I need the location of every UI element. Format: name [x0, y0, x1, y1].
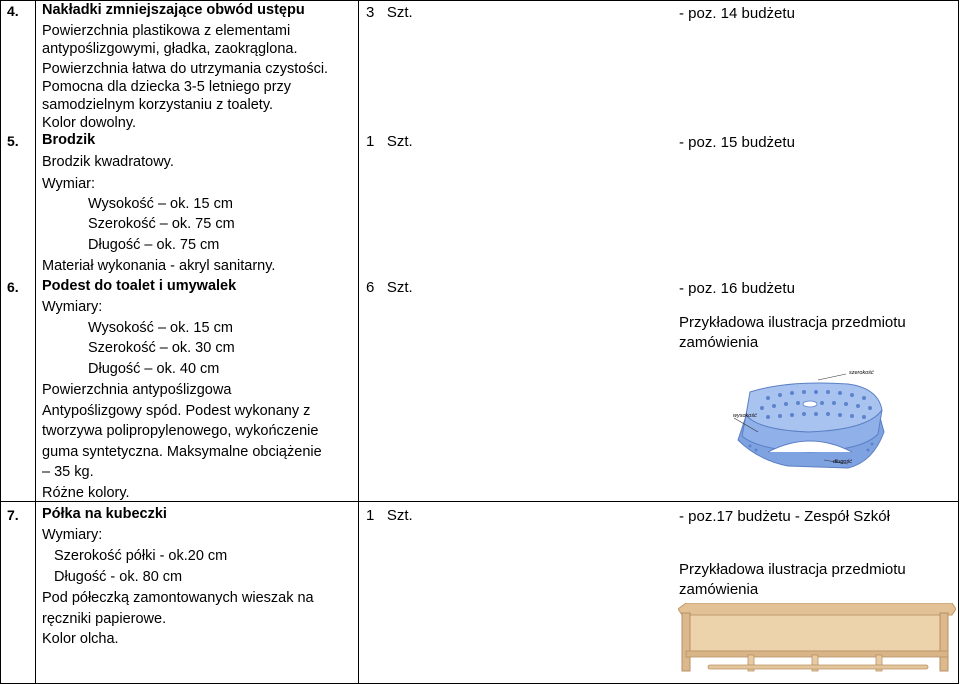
item-description-line: Różne kolory. [42, 485, 130, 501]
step-stool-illustration [728, 370, 898, 476]
item-description-line: Powierzchnia plastikowa z elementami [42, 23, 291, 39]
shelf-illustration [678, 603, 956, 681]
item-description-line: Powierzchnia łatwa do utrzymania czystości. [42, 61, 329, 77]
item-number: 7. [7, 507, 19, 523]
item-description-line: Długość – ok. 75 cm [88, 237, 220, 253]
budget-position: - poz.17 budżetu - Zespół Szkół [679, 508, 890, 525]
item-description-line: Brodzik kwadratowy. [42, 154, 174, 170]
column-divider [35, 0, 36, 684]
item-quantity: 3 Szt. [366, 4, 413, 21]
item-description-line: ręczniki papierowe. [42, 611, 167, 627]
item-description-line: guma syntetyczna. Maksymalne obciążenie [42, 444, 322, 460]
item-description-line: Powierzchnia antypoślizgowa [42, 382, 232, 398]
dimension-label: szerokość [849, 370, 874, 376]
item-description-line: Szerokość – ok. 30 cm [88, 340, 235, 356]
item-title: Nakładki zmniejszające obwód ustępu [42, 2, 305, 18]
item-description-line: Antypoślizgowy spód. Podest wykonany z [42, 403, 311, 419]
item-number: 5. [7, 133, 19, 149]
item-description-line: – 35 kg. [42, 464, 94, 480]
table-border-left [0, 0, 1, 684]
item-description-line: Długość – ok. 40 cm [88, 361, 220, 377]
item-description-line: Kolor olcha. [42, 631, 119, 647]
dimension-label: długość [833, 459, 852, 465]
item-quantity: 1 Szt. [366, 133, 413, 150]
budget-position: - poz. 14 budżetu [679, 5, 795, 22]
item-description-line: antypoślizgowymi, gładka, zaokrąglona. [42, 41, 298, 57]
item-description-line: Pod półeczką zamontowanych wieszak na [42, 590, 314, 606]
item-description-line: Wysokość – ok. 15 cm [88, 320, 233, 336]
item-description-line: Wymiar: [42, 176, 96, 192]
illustration-caption: Przykładowa ilustracja przedmiotu [679, 561, 906, 578]
illustration-caption: zamówienia [679, 581, 759, 598]
item-description-line: Szerokość – ok. 75 cm [88, 216, 235, 232]
item-description-line: Kolor dowolny. [42, 115, 137, 131]
illustration-caption: zamówienia [679, 334, 759, 351]
item-number: 4. [7, 3, 19, 19]
item-description-line: Wymiary: [42, 299, 103, 315]
item-description-line: samodzielnym korzystaniu z toalety. [42, 97, 274, 113]
item-description-line: Długość - ok. 80 cm [54, 569, 183, 585]
item-number: 6. [7, 279, 19, 295]
item-description-line: Pomocna dla dziecka 3-5 letniego przy [42, 79, 292, 95]
budget-position: - poz. 15 budżetu [679, 134, 795, 151]
illustration-caption: Przykładowa ilustracja przedmiotu [679, 314, 906, 331]
item-description-line: Wymiary: [42, 527, 103, 543]
item-quantity: 1 Szt. [366, 507, 413, 524]
item-title: Półka na kubeczki [42, 506, 167, 522]
item-description-line: Szerokość półki - ok.20 cm [54, 548, 228, 564]
dimension-label: wysokość [733, 413, 757, 419]
item-title: Podest do toalet i umywalek [42, 278, 237, 294]
item-description-line: Wysokość – ok. 15 cm [88, 196, 233, 212]
table-border-right [958, 0, 959, 684]
column-divider [358, 0, 359, 684]
item-description-line: Materiał wykonania - akryl sanitarny. [42, 258, 276, 274]
item-title: Brodzik [42, 132, 96, 148]
budget-position: - poz. 16 budżetu [679, 280, 795, 297]
row-divider [0, 501, 959, 502]
item-description-line: tworzywa polipropylenowego, wykończenie [42, 423, 319, 439]
table-border-top [0, 0, 959, 1]
item-quantity: 6 Szt. [366, 279, 413, 296]
